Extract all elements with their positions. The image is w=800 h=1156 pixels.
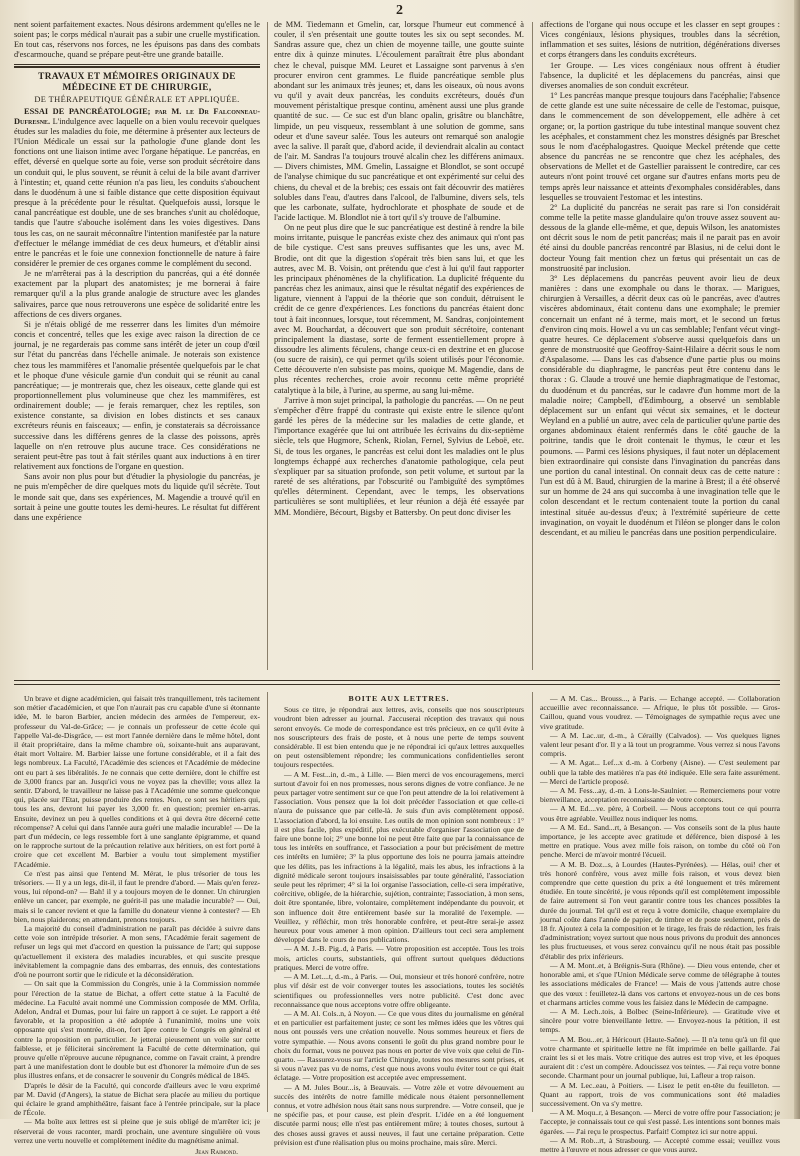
letter-reply: — A M. Lec..eau, à Poitiers. — Lisez le petit en-tête du feuilleton. — Quant au rapport, trois de vos communications sont été maladies successivement. On va s'y mettre.	[540, 1080, 780, 1108]
column-divider	[267, 22, 268, 670]
column-divider	[532, 22, 533, 670]
column-divider	[267, 692, 268, 1112]
paragraph: affections de l'organe qui nous occupe et les classer en sept groupes : Vices congéniaux, lésions physiques, troubles dans la sécrétion, inflammation et ses suites, lésions de nutrition, dégénérations diverses et corps étrangers dans les conduits excréteurs.	[540, 20, 780, 60]
paragraph: Sans avoir non plus pour but d'étudier la physiologie du pancréas, je ne puis m'empêcher de dire quelques mots du liquide qu'il sécrète. Tout le monde sait que, dans ses expériences, M. Magendie a trouvé qu'il en sortait à peine une goutte toutes les demi-heures. Le résultat fut différent dans une expérience	[14, 472, 260, 522]
letter-reply: — A M. Moqu..r, à Besançon. — Merci de votre offre pour l'association; je l'accepte, je connaissais tout ce qui s'est passé. Les intentions sont bonnes mais égarées. — J'ai reçu le prospectus. Parfait! Comptez ici sur notre appui.	[540, 1108, 780, 1136]
letter-reply: — A M. Agat... Lef...x d.-m. à Corbeny (Aisne). — C'est seulement par oubli que la table des matières n'a pas été indiquée. Elle sera faite assurément. — Merci de l'article proposé.	[540, 758, 780, 786]
letter-reply: — A M. J.-B. Pig..d, à Paris. — Votre proposition est acceptée. Tous les trois mois, articles courts, substantiels, qui offrent surtout quelques déductions pratiques. Merci de votre offre.	[274, 944, 524, 972]
article-opening-paragraph	[14, 107, 260, 270]
paragraph: 2° La duplicité du pancréas ne serait pas rare si l'on considérait comme telle la petite masse glandulaire qu'on trouve assez souvent au-dessous de la glande elle-même, et que, depuis Wilson, les anatomistes ont décrit sous le nom de petit pancréas; mais il ne parait pas en avoir été ainsi du double pancréas rencontré par Blasius, ni de celui dont le docteur Young fait mention chez un fœtus qui présentait un cas de monstruosité par inclusion.	[540, 202, 780, 273]
binding-edge	[794, 0, 800, 1119]
column-divider	[532, 692, 533, 1112]
letter-reply: — A M. Fest...in, d.-m., à Lille. — Bien merci de vos encouragemens, merci surtout d'avoir foi en nos promesses, nous serons dignes de votre confiance. Je ne peux partager votre sentiment sur ce que l'on peut attendre de la loi relativement à l'association. Vous pensez que la loi doit précéder l'association et que celle-ci n'aura de puissance que par celle-là. Je suis d'un avis complètement opposé. L'association d'abord, la loi ensuite. Les outils de mon opinion sont nombreux : 1° il est plus facile, plus expéditif, plus exécutable d'organiser l'association que de faire une bonne loi; 2° une bonne loi ne peut être faite que par la connaissance de tous les intérêts en souffrance, et l'association a pour but précisément de mettre ces intérêts en lumière; 3° la plus opportune des lois ne pourra jamais atteindre que les délits, pas les infractions à la légalité, mais les abus, les infractions à la dignité médicale seront toujours insaisissables par toute généralité, l'association seule peut les réprimer; 4° si la loi organise l'association, celle-ci sera impérative, coërcitive, obligée, de la hiérarchie, sujétion, contrainte; l'association, à mon sens, doit être spontanée, libre, volontaire, complètement indépendante du pouvoir, et son influence doit être entièrement basée sur la moralité de l'exemple. — Veuillez, y réfléchir, mon très honorable confrère, et peut-être serai-je assez heureux pour vous amener à mon opinion. D'ailleurs tout ceci sera amplement développé dans le cours de nos publications.	[274, 769, 524, 945]
article-title: ESSAI DE PANCRÉATOLOGIE;	[24, 106, 151, 116]
section-heading: TRAVAUX ET MÉMOIRES ORIGINAUX DE MÉDECINE ET DE CHIRURGIE,	[38, 71, 236, 93]
letter-reply: — A M. B. Doz...s, à Lourdes (Hautes-Pyrénées). — Hélas, oui! cher et très honoré confrère, vous avez mille fois raison, et vous devez bien comprendre que cette question du prix a été longuement et très mûrement étudiée. En toute sincérité, je vous réponds qu'il est complètement impossible de faire autrement si l'on veut garantir contre tous les chances possibles la durée du journal. Tel qu'il est et reçu à votre domicile, chaque exemplaire du journal coûte dans l'année de papier, de timbre et de poste seulement, près de 18 fr. Ajoutez à cela la composition et le tirage, les frais de rédaction, les frais d'administration; voyez surtout que nous nous privons du produit des annonces les plus fructueuses, et vous serez convaincu qu'il ne nous était pas possible d'établir des prix inférieurs.	[540, 859, 780, 961]
letter-reply: — A M. Rob...rt, à Strasbourg. — Accepté comme essai; veuillez vous mettre à l'œuvre et nous adresser ce que vous aurez.	[540, 1135, 780, 1154]
letter-reply: — A M. Mont..et, à Bréignis-Sura (Rhône). — Dieu vous entende, cher et honorable ami, et s'que l'Union Médicale serve comme de télégraphe à toutes les associations médicales de France! — Mais de vous j'attends autre chose que des vœux : feuilletez-là dans vos cartons et envoyez-nous un de ces bons et charmans articles comme vous les faisiez dans le Médecin de campagne.	[540, 960, 780, 1007]
paragraph: de MM. Tiedemann et Gmelin, car, lorsque l'humeur eut commencé à couler, il s'en présentait une goutte toutes les six ou sept secondes. M. Sandras assure que, chez un chien de moyenne taille, une goutte suinte entre dix à quinze minutes. L'écoulement paraîtrait être plus abondant chez le cheval, puisque MM. Leuret et Lassaigne sont parvenus à s'en procurer environ cent grammes. Le fluide pancréatique semble plus abondant sur les animaux très jeunes; et, dans les oiseaux, où nous avons vu qu'il y avait deux pancréas, les conduits excréteurs, doués d'un mouvement péristaltique presque continu, amènent aussi une plus grande quantité de suc. — Ce suc est d'un blanc opalin, grisâtre ou blanchâtre, limpide, un peu visqueux, ressemblant à une solution de gomme, sans odeur et d'une saveur salée. Tous les auteurs ont remarqué son analogie avec la salive. Il paraît que, d'abord acide, il deviendrait alcalin au contact de l'air. M. Sandras l'a toujours trouvé alcalin chez les différens animaux. — Divers chimistes, MM. Gmelin, Lassaigne et Blondlot, se sont occupé de l'analyse chimique du suc pancréatique et ont expérimenté sur celui des chiens, du cheval et de la brebis; ces essais ont fait découvrir des matières solubles dans l'eau, d'autres dans l'alcool, de l'albumine, divers sels, tels que les carbonate, sulfate, hydrochlorate et phosphate de soude et de l'acide lactique. M. Blondlot nie à tort qu'il s'y trouve de l'albumine.	[274, 20, 524, 222]
column-3	[540, 20, 780, 672]
feuilleton-separator	[14, 680, 780, 681]
paragraph: 1er Groupe. — Les vices congéniaux nous offrent à étudier l'absence, la duplicité et les déplacemens du pancréas, ainsi que diverses anomalies de son conduit excréteur.	[540, 60, 780, 90]
feuilleton-column-1	[14, 694, 260, 1156]
section-rule	[14, 64, 260, 65]
letter-reply: — A M. Cas... Brouss..., à Paris. — Echange accepté. — Collaboration accueillie avec reconnaissance. — Afrique, le plus tôt possible. — Gros-Caillou, quand vous voudrez. — Témoignages de sympathie reçus avec une vive gratitude.	[540, 694, 780, 731]
letter-reply: — A M. Jules Bour...is, à Beauvais. — Votre zèle et votre dévouement au succès des intérêts de notre famille médicale nous étaient personnellement connus, et votre adhésion nous était sans nous surprendre. — Votre conseil, que je ne spécifie pas, et pour cause, est plein d'esprit. L'idée en a été longuement discutée parmi nous; elle n'est pas entièrement mûre; à toutes choses, surtout à des choses aussi graves et aussi neuves, il faut une certaine préparation. Cette prévision est d'une réalisation plus ou moins prochaine, mais sûre. Merci.	[274, 1082, 524, 1147]
feuilleton-column-2	[274, 694, 524, 1147]
mailbox-heading: BOITE AUX LETTRES.	[348, 694, 450, 703]
letter-reply: — A M. Lech..tois, à Bolbec (Seine-Inférieure). — Gratitude vive et sincère pour votre bienveillante lettre. — Envoyez-nous la pétition, il est temps.	[540, 1006, 780, 1035]
paragraph: La majorité du conseil d'administration ne paraît pas décidée à suivre dans cette voie son intrépide trésorier. A mon sens, l'Académie ferait sagement de refuser un legs qui met d'accord en question la puissance de l'art; qui suppose qu'actuellement il existera des maladies incurables, et qui suscite presque inévitablement la compagnie dans des embarras, des ennuis, des contestations d'où ne pourront sortir que le ridicule et la déconsidération.	[14, 924, 260, 980]
feuilleton-separator-thin	[14, 684, 780, 685]
paragraph: — Ma boîte aux lettres est si pleine que je suis obligé de m'arrêter ici; je réserverai de vous raconter, mardi prochain, une aventure singulière où vous verrez une vertu nouvelle et complètement inédite du magnétisme animal.	[14, 1117, 260, 1145]
article-author: par M. le Dr Falconneau-Dufresne.	[14, 106, 260, 126]
paragraph: 3° Les déplacemens du pancréas peuvent avoir lieu de deux manières : dans une exomphale ou dans le thorax. — Marigues, chirurgien à Versailles, a décrit deux cas où le pancréas, avec d'autres viscères abdominaux, était contenu dans une exomphale; le premier concernait un enfant né à terme, mais mort, et le second un fœtus d'environ cinq mois. Howel a vu un cas semblable; l'enfant vécut vingt-quatre heures. Ce déplacement s'observe aussi quelquefois dans un genre de monstruosité que Geoffroy-Saint-Hilaire a décrit sous le nom d'Aspalasome. — Dans les cas d'absence d'une partie plus ou moins considérable du diaphragme, le pancréas peut être contenu dans le thorax : G. Claude a trouvé une hernie diaphragmatique de l'estomac, du duodénum et du pancréas, sur le cadavre d'un homme mort de la maladie noire; Campbell, d'Edimbourg, a observé un semblable déplacement sur un enfant qui vécut six semaines, et le docteur Weyland en a publié un autre, avec cela de particulier qu'une partie des organes abdominaux étaient renfermés dans le côté gauche de la poitrine, tandis que le droit contenait le thymus, le cœur et les poumons. — Parmi ces lésions physiques, il faut noter un déplacement bien extraordinaire qui consiste dans l'invagination du pancréas dans une portion du canal intestinal. On connait deux cas de cette nature : l'un est dû à M. Baud, chirurgien de la marine à Brest; il a été observé sur un homme de 24 ans qui succomba à une invagination telle que le colon descendant et le rectum contenaient toute la portion du canal intestinal située au-dessus d'eux; à l'extrémité supérieure de cette invagination, on voyait le duodénum et l'iléon se plonger dans le colon descendant, et au milieu le pancréas dans une position perpendiculaire.	[540, 273, 780, 537]
column-2	[274, 20, 524, 672]
intro-paragraph: nent soient parfaitement exactes. Nous désirons ardemment qu'elles ne le soient pas; le corps médical n'aurait pas a subir une cruelle mystification. En tout cas, réservons nos forces, ne les épuisons pas dans des combats d'escarmouche, quand se prépare peut-être une grande bataille.	[14, 20, 260, 60]
section-subheading: DE THÉRAPEUTIQUE GÉNÉRALE ET APPLIQUÉE.	[34, 94, 240, 104]
paragraph: On ne peut plus dire que le suc pancréatique est destiné à rendre la bile moins irritante, puisque le pancréas existe chez des animaux qui n'ont pas de bile cystique. C'est sans preuves suffisantes que les uns, avec M. Brodie, ont dit que la digestion s'opérait très bien sans lui, et que les autres, avec M. B. Voisin, ont prétendu que c'est à lui qu'il faut rapporter les principaux phénomènes de la chylification. La duplicité fréquente du pancréas chez les animaux, ainsi que le résultat négatif des expériences de ligature, viennent à l'appui de la théorie que son conduit, détruisent le crédit de ce genre d'expériences. Les fonctions du pancréas étaient donc tout à fait inconnues, lorsque, tout récemment, M. Sandras, conjointement avec M. Bouchardat, a découvert que son produit sécrétoire, contenant principalement la diastase, sorte de ferment essentiellement propre à dissoudre les aliments féculens, change ceux-ci en dextrine et en glucose (ou sucre de raisin), ce qui permet qu'ils soient utilisés pour l'économie. Cette découverte n'en subsiste pas moins, quoique M. Magendie, dans de plus récentes recherches, croie avoir reconnu cette même propriété catalytique à la bile, à l'urine, au sperme, au sang lui-même.	[274, 223, 524, 395]
letter-reply: — A M. Ed.. Sand...rt, à Besançon. — Vos conseils sont de la plus haute importance, je les accepte avec gratitude et déférence, bien disposé à les mettre en pratique. Vous avez mille fois raison, on tombe du côté où l'on penche. Merci de m'avoir montré l'écueil.	[540, 822, 780, 860]
paragraph: J'arrive à mon sujet principal, la pathologie du pancréas. — On ne peut s'empêcher d'être frappé du contraste qui existe entre le silence qu'ont gardé les pères de la médecine sur les maladies de cette glande, et l'importance exagérée que lui ont attribuée les écrivains du dix-septième siècle, tels que Hugmore, Schenk, Riolan, Fernel, Sylvius de Leboë, etc. Si, de tous les organes, le pancréas est celui dont les maladies ont le plus longtemps échappé aux recherches d'anatomie pathologique, cela peut s'expliquer par sa situation profonde, son petit volume, et surtout par la rareté de ses altérations, par l'obscurité ou l'ambiguïté des symptômes qu'elles déterminent. Cependant, avec le temps, les observations particulières se sont multipliées, et leur réunion a déjà été essayée par MM. Mondière, Bécourt, Bigsby et Battersby. On peut donc diviser les	[274, 395, 524, 517]
paragraph: 1° Les pancréas manque presque toujours dans l'acéphalie; l'absence de cette glande est une suite nécessaire de celle de l'estomac, puisque, dans le commencement de son développement, elle adhère à cet organe; or, la portion gastrique du tube intestinal manque souvent chez les acéphales, et constamment chez les monstres désignés par Breschet sous le nom d'acéphalogastres. Quoique Meckel prétende que cette absence du pancréas ne se rencontre que chez les acéphales, des observations de Mellet et de Gastellier paraissent le contredire, car ces auteurs n'ont point trouvé cet organe sur d'autres enfans morts peu de temps après leur naissance et atteints d'exomphales considérables, dans lesquelles se trouvaient l'estomac et les intestins.	[540, 91, 780, 202]
letter-reply: — A M. Bou...er, à Héricourt (Haute-Saône). — Il n'a tenu qu'à un fil que votre charmante et spirituelle lettre ne fût imprimée en belle gaillarde. J'ai craint les si et les mais. Votre critique des autres est trop vive, et les époques auraient dit : c'est un compère. Adoucissez vos teintes. — J'ai reçu votre bonne seconde. Charmant pour un journal publique, lui, Lafleur a trop raison.	[540, 1034, 780, 1081]
signature: Jean Raimond.	[195, 1146, 238, 1156]
feuilleton-column-3	[540, 694, 780, 1154]
letter-reply: — A M. Al. Cols..n, à Noyon. — Ce que vous dites du journalisme en général et en particulier est parfaitement juste; ce sont les mêmes idées que les vôtres qui nous ont poussés vers une création nouvelle. Nous sommes heureux et fiers de votre sympathie. — Nous avons consenti le goût du plus grand nombre pour le choix du format, vous ne pouvez pas nous en porter de vive voix que celui de l'in-quarto. — Rassurez-vous sur l'article Chirurgie, toutes nos mesures sont prises, et si vous n'avez pas vu de noms, c'est que nous avons voulu éviter tout ce qui était éclatage. — Votre proposition est acceptée avec empressement.	[274, 1008, 524, 1083]
page-number: 2	[396, 3, 404, 18]
paragraph: Ce n'est pas ainsi que l'entend M. Mérat, le plus trésorier de tous les trésoriers. — Il y a un legs, dit-il, il faut le prendre d'abord. — Mais qu'en ferez-vous, lui répond-on? — Bah! il y a toujours moyen de le donner. Un chirurgien enlève un cancer, par exemple, ne guérit-il pas une maladie incurable? — Oui, mais si le cancer revient et que la famille du donateur vienne à contester? — Eh bien, nous plaiderons; en attendant, prenons toujours.	[14, 868, 260, 924]
paragraph: Sous ce titre, je répondrai aux lettres, avis, conseils que nos souscripteurs voudront bien adresser au journal. J'accuserai réception des travaux qui nous seront envoyés. Ce mode de correspondance est très précieux, en ce qu'il évite à nos souscripteurs des frais de poste, et à nous une perte de temps souvent considérable. Il est bien entendu que je ne répondrai ici qu'aux lettres auxquelles on peut ostensiblement répondre; les communications confidentielles seront toujours respectées.	[274, 705, 524, 770]
paragraph: Si je n'étais obligé de me resserrer dans les limites d'un mémoire concis et concentré, telles que les exige avec raison la direction de ce journal, je ne regarderais pas comme sans intérêt de jeter un coup d'œil sur l'état du pancréas dans l'échelle animale. Je noterais son existence chez tous les mammifères et l'anomalie présentée quelquefois par le chat et le phoque d'une vésicule garnie d'un conduit qui se réunit au canal pancréatique; — je montrerais que, chez les oiseaux, cette glande qui est proportionnellement plus volumineuse que chez les mammifères, est ordinairement double; — je ferais remarquer, chez les reptiles, son existence constante, sa division en lobes distincts et ses canaux excréteurs réunis en faisceaux; — enfin, je constaterais sa décroissance successive dans les différens genres de la classe des poissons, après laquelle on n'en retrouve plus aucune trace. Ces considérations ne seraient peut-être pas tout à fait stériles quant aux inductions à en tirer relativement aux fonctions de l'organe en question.	[14, 319, 260, 472]
letter-reply: — A M. Let....t, d.-m., à Paris. — Oui, monsieur et très honoré confrère, notre plus vif désir est de voir converger toutes les associations, toutes les sociétés scientifiques ou professionnelles vers notre publicité. C'est donc avec reconnaissance que nous acceptons votre offre obligeante.	[274, 972, 524, 1009]
column-1	[14, 20, 260, 672]
article-text: L'indulgence avec laquelle on a bien voulu recevoir quelques études sur les maladies du foie, me détermine à présenter aux lecteurs de l'Union Médicale un essai sur la pathologie d'une glande dont les fonctions ont une liaison intime avec l'organe hépatique. Le pancréas, en effet, déversé en quelque sorte au foie, verse son produit sécrétoire dans un conduit qui, le plus souvent, se réunit à celui de la bile avant d'arriver à l'intestin; et, quand cette réunion n'a pas lieu, les conduits s'abouchent dans le duodénum à une si faible distance que cette disposition équivaut presque à la précédente pour le résultat. Quelquefois aussi, lorsque le canal pancréatique est double, une de ses branches s'unit au cholédoque, tandis que l'autre s'abouche isolément dans les voies digestives. Dans tous les cas, on ne saurait méconnaître l'intention manifestée par la nature d'effectuer le mélange immédiat de ces deux humeurs, et d'établir ainsi entre le pancréas et le foie une connexion fonctionnelle de nature à faire considérer le premier de ces organes comme le complément du second.	[14, 116, 260, 268]
paragraph: Je ne m'arrêterai pas à la description du pancréas, qui a été donnée exactement par la plupart des anatomistes; je me bornerai à faire remarquer qu'il a la plus grande analogie de structure avec les glandes salivaires, parce que nous retrouverons une espèce de solidarité entre les affections de ces divers organes.	[14, 269, 260, 319]
paragraph: D'après le désir de la Faculté, qui concorde d'ailleurs avec le vœu exprimé par M. David (d'Angers), la statue de Bichat sera placée au milieu du portique qui éclaire le grand amphithéâtre, faisant face à l'entrée principale, sur la place de l'École.	[14, 1080, 260, 1118]
letter-reply: — A M. Fess...ay, d.-m. à Lons-le-Saulnier. — Remerciemens pour votre bienveillance, acceptation reconnaissante de votre concours.	[540, 786, 780, 805]
letter-reply: — A M. Lac..ur, d.-m., à Cérailly (Calvados). — Vos quelques lignes valent leur pesant d'or. Il y a là tout un programme. Vous verrez si nous l'avons compris.	[540, 730, 780, 759]
paragraph: Un brave et digne académicien, qui faisait très tranquillement, très tacitement son métier d'académicien, et que l'on n'aurait pas cru capable d'une si étonnante idée, M. le baron Barbier, ancien médecin des armées de l'empereur, ex-professeur du Val-de-Grâce; — je connais un professeur de cette école qui l'appelle Val-de-Disgrâce, — est mort l'année dernière dans le même hôtel, dont il était propriétaire, dans la même chambre où, soixante-huit ans auparavant, était mort Voltaire. M. Barbier laisse une fortune considérable, et il a fait des legs nombreux. La Faculté, l'Académie des sciences et l'Académie de médecine ont eu part à ses libéralités. Je ne connais que cette dernière, dont le chiffre est de 3,000 francs par an. Jusqu'ici vous ne voyez pas la cheville; vous allez la sentir. D'abord, le travailleur ne laisse pas à l'Académie une somme quelconque qui, placée sur l'Etat, puisse produire des rentes. Non, ce sont ses héritiers qui, tous les ans, devront lui payer les 3,000 fr. en question; premier en-arras. Ensuite, devinez un peu à quelles conditions et à qui devra être décerné cette récompense? A celui qui dans l'année aura guéri une maladie incurable! — De la part d'un médecin, ce legs ressemble fort à une sanglante épigramme, et quand on le rapproche surtout de la précaution relative aux héritiers, on est fort porté à croire que cet excellent M. Barbier a voulu tout simplement mystifier l'Académie.	[14, 694, 260, 869]
letter-reply: — A M. Ed....ve. père, à Corbeil. — Nous acceptons tout ce qui pourra vous être agréable. Veuillez nous indiquer les noms.	[540, 804, 780, 823]
paragraph: — On sait que la Commission du Congrès, unie à la Commission nommée pour l'érection de la statue de Bichat, a offert cette statue à la Faculté de médecine. La Faculté avait nommé une Commission composée de MM. Orfila, Adelon, Andral et Dumas, pour lui faire un rapport à ce sujet. Le rapport a été favorable, et la proposition a été adoptée à l'unanimité, moins une voix opposante qui s'est montrée, dit-on, fort âpre contre le Congrès en général et contre la proposition en particulier. Je jetterai pieusement un voile sur cette faiblesse, et je féliciterai sincèrement la Faculté de cette détermination, qui prouve qu'elle n'éprouve aucune répugnance, comme on l'avait craint, à prendre part à une manifestation dont le double but est d'honorer la mémoire d'un de ses plus illustres enfans, et de consacrer le souvenir du Congrès médical de 1845.	[14, 979, 260, 1081]
section-rule-thick	[14, 66, 260, 68]
